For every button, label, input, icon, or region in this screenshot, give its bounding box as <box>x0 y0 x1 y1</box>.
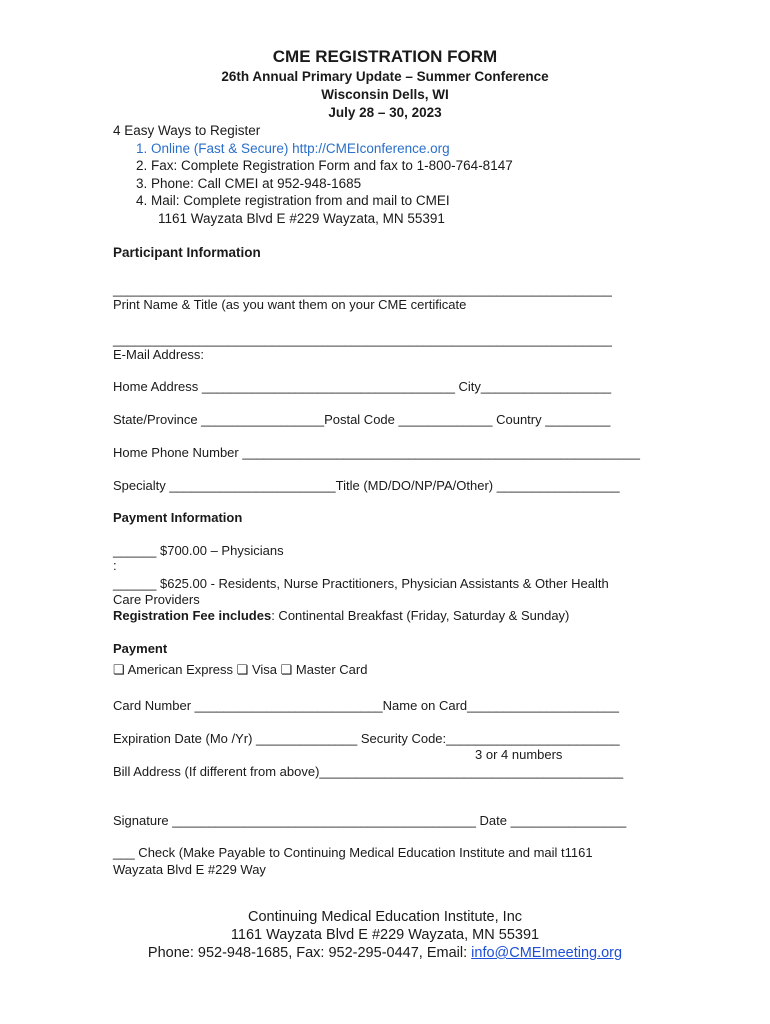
way-number: 4. <box>136 193 148 208</box>
fee-includes <box>113 608 569 623</box>
footer-phone-fax: Phone: 952-948-1685, Fax: 952-295-0447, Email: <box>147 945 472 961</box>
conference-location: Wisconsin Dells, WI <box>321 87 449 102</box>
specialty-title-field[interactable]: Specialty _______________________Title (MD/DO/NP/PA/Other) _________________ <box>113 478 620 493</box>
payment-info-heading: Payment Information <box>113 510 243 525</box>
way-text: Phone: Call CMEI at 952-948-1685 <box>151 176 362 191</box>
way-item-1 <box>136 141 450 156</box>
signature-date-field[interactable]: Signature __________________________________________ Date ________________ <box>113 813 627 828</box>
home-address-field[interactable]: Home Address ___________________________________ City__________________ <box>113 379 612 394</box>
fee-includes-text: : Continental Breakfast (Friday, Saturday & Sunday) <box>271 608 570 623</box>
mastercard-label: Master Card <box>295 662 368 677</box>
mastercard-checkbox[interactable]: ❏ <box>280 662 293 677</box>
bill-address-field[interactable]: Bill Address (If different from above)__________________________________________ <box>113 764 624 779</box>
footer-email-link[interactable]: info@CMEImeeting.org <box>471 945 623 961</box>
home-phone-field[interactable]: Home Phone Number _______________________________________________________ <box>113 445 640 460</box>
way-text: Mail: Complete registration from and mail to CMEI <box>151 193 450 208</box>
card-type-options <box>113 662 367 678</box>
stray-colon: : <box>113 558 117 573</box>
form-title: CME REGISTRATION FORM <box>272 47 498 66</box>
mail-address: 1161 Wayzata Blvd E #229 Wayzata, MN 55391 <box>158 211 445 226</box>
email-field[interactable]: _____________________________________________________________________ <box>113 332 612 347</box>
resident-fee-option[interactable]: ______ $625.00 - Residents, Nurse Practitioners, Physician Assistants & Other Health <box>113 576 609 591</box>
way-item-4 <box>136 193 450 208</box>
way-text: Online (Fast & Secure) <box>151 141 293 156</box>
way-number: 3. <box>136 176 148 191</box>
check-option[interactable]: ___ Check (Make Payable to Continuing Medical Education Institute and mail t1161 <box>113 845 593 860</box>
way-number: 2. <box>136 158 148 173</box>
ways-heading: 4 Easy Ways to Register <box>113 123 261 138</box>
way-number: 1. <box>136 141 148 156</box>
state-postal-country-field[interactable]: State/Province _________________Postal Code _____________ Country _________ <box>113 412 611 427</box>
visa-checkbox[interactable]: ❏ <box>236 662 249 677</box>
name-field[interactable]: _____________________________________________________________________ <box>113 282 612 297</box>
conference-subtitle: 26th Annual Primary Update – Summer Conference <box>221 69 549 84</box>
card-number-name-field[interactable]: Card Number __________________________Name on Card_____________________ <box>113 698 619 713</box>
resident-fee-continued: Care Providers <box>113 592 200 607</box>
payment-heading: Payment <box>113 641 168 656</box>
fee-includes-label: Registration Fee includes <box>113 608 272 623</box>
physician-fee-option[interactable]: ______ $700.00 – Physicians <box>113 543 284 558</box>
way-text: Fax: Complete Registration Form and fax to 1-800-764-8147 <box>151 158 513 173</box>
footer-contact <box>0 945 770 961</box>
amex-checkbox[interactable]: ❏ <box>113 662 125 677</box>
security-code-hint: 3 or 4 numbers <box>475 747 563 762</box>
expiration-security-field[interactable]: Expiration Date (Mo /Yr) ______________ Security Code:________________________ <box>113 731 620 746</box>
conference-dates: July 28 – 30, 2023 <box>328 105 442 120</box>
way-item-3 <box>136 176 361 191</box>
visa-label: Visa <box>251 662 278 677</box>
way-item-2 <box>136 158 513 173</box>
name-label: Print Name & Title (as you want them on your CME certificate <box>113 297 467 312</box>
participant-heading: Participant Information <box>113 245 261 260</box>
check-option-continued: Wayzata Blvd E #229 Way <box>113 862 266 877</box>
website-link[interactable]: http://CMEIconference.org <box>292 141 450 156</box>
footer-address: 1161 Wayzata Blvd E #229 Wayzata, MN 55391 <box>230 927 540 943</box>
footer-org: Continuing Medical Education Institute, Inc <box>247 909 523 925</box>
amex-label: American Express <box>127 662 234 677</box>
email-label: E-Mail Address: <box>113 347 205 362</box>
